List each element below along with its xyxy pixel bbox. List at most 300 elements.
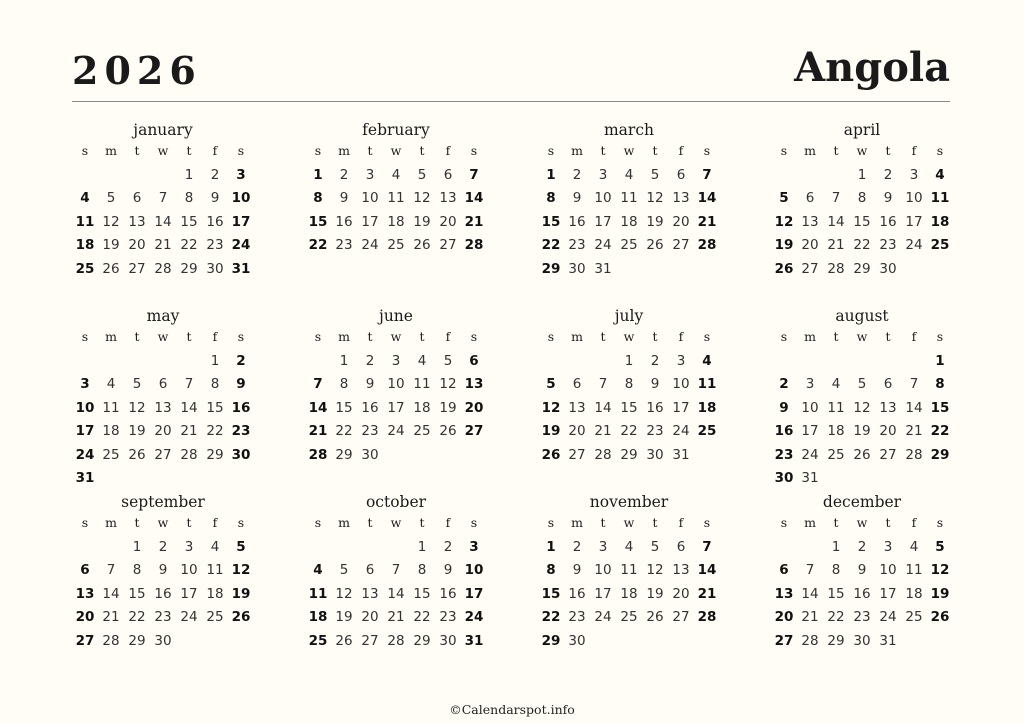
day-cell: 14	[102, 585, 120, 602]
day-cell: 29	[930, 446, 950, 463]
day-cell: 29	[180, 260, 198, 277]
day-cell: 26	[335, 632, 353, 649]
weekday-header: t	[833, 515, 839, 530]
day-cell: 16	[206, 213, 224, 230]
day-cell: 13	[774, 585, 794, 602]
day-cell: 10	[231, 190, 251, 206]
weekday-header: s	[81, 515, 89, 530]
month-days-grid	[72, 512, 254, 653]
day-cell: 28	[827, 260, 845, 277]
day-cell: 23	[879, 237, 897, 253]
day-cell: 5	[339, 562, 349, 578]
weekday-header: s	[936, 515, 944, 530]
month-name: january	[133, 121, 193, 139]
day-cell: 21	[801, 609, 819, 625]
day-cell: 8	[546, 190, 556, 206]
day-cell: 24	[801, 446, 819, 463]
day-cell: 5	[443, 352, 453, 369]
day-cell: 2	[857, 538, 867, 555]
day-cell: 23	[568, 609, 586, 625]
day-cell: 7	[313, 376, 323, 392]
month-name: october	[365, 493, 427, 511]
day-cell: 11	[697, 376, 717, 392]
day-cell: 12	[335, 585, 353, 602]
weekday-header: f	[445, 329, 451, 344]
day-cell: 16	[568, 213, 586, 230]
day-cell: 5	[779, 190, 789, 206]
day-cell: 13	[361, 585, 379, 602]
weekday-header: w	[390, 515, 402, 530]
day-cell: 7	[598, 376, 608, 392]
day-cell: 15	[853, 213, 871, 230]
day-cell: 25	[206, 609, 224, 625]
day-cell: 9	[365, 376, 375, 392]
month-name: may	[146, 307, 180, 325]
day-cell: 29	[206, 446, 224, 463]
weekday-header: t	[367, 515, 373, 530]
day-cell: 14	[387, 585, 405, 602]
day-cell: 21	[827, 237, 845, 253]
day-cell: 20	[464, 399, 484, 416]
day-cell: 27	[361, 632, 379, 649]
day-cell: 8	[313, 190, 323, 206]
day-cell: 20	[361, 609, 379, 625]
day-cell: 17	[672, 399, 690, 416]
day-cell: 15	[335, 399, 353, 416]
weekday-header: s	[547, 329, 555, 344]
day-cell: 19	[102, 237, 120, 253]
day-cell: 26	[774, 260, 794, 277]
weekday-header: f	[212, 515, 218, 530]
day-cell: 22	[128, 609, 146, 625]
weekday-header: s	[470, 329, 478, 344]
day-cell: 24	[594, 237, 612, 253]
weekday-header: t	[367, 143, 373, 158]
weekday-header: m	[338, 515, 350, 530]
day-cell: 18	[413, 399, 431, 416]
day-cell: 22	[827, 609, 845, 625]
day-cell: 5	[417, 166, 427, 183]
weekday-header: w	[390, 143, 402, 158]
day-cell: 18	[930, 213, 950, 230]
weekday-header: w	[623, 143, 635, 158]
empty-cell	[98, 164, 124, 188]
day-cell: 14	[308, 399, 328, 416]
day-cell: 13	[75, 585, 95, 602]
day-cell: 31	[464, 632, 484, 649]
empty-cell	[771, 536, 797, 560]
day-cell: 26	[413, 237, 431, 253]
day-cell: 27	[801, 260, 819, 277]
day-cell: 9	[236, 376, 246, 392]
day-cell: 14	[801, 585, 819, 602]
day-cell: 12	[646, 562, 664, 578]
day-cell: 3	[80, 376, 90, 392]
day-cell: 16	[361, 399, 379, 416]
day-cell: 1	[831, 538, 841, 555]
day-cell: 20	[879, 423, 897, 439]
day-cell: 2	[883, 166, 893, 183]
month-days-grid	[538, 512, 720, 653]
day-cell: 27	[464, 423, 484, 439]
day-cell: 15	[541, 585, 561, 602]
day-cell: 2	[443, 538, 453, 555]
day-cell: 23	[231, 423, 251, 439]
day-cell: 4	[702, 352, 712, 369]
day-cell: 16	[568, 585, 586, 602]
day-cell: 4	[909, 538, 919, 555]
day-cell: 6	[676, 538, 686, 555]
weekday-header: m	[804, 329, 816, 344]
month-name: february	[362, 121, 430, 139]
day-cell: 23	[646, 423, 664, 439]
day-cell: 13	[128, 213, 146, 230]
day-cell: 3	[365, 166, 375, 183]
day-cell: 13	[464, 376, 484, 392]
day-cell: 22	[930, 423, 950, 439]
empty-cell	[98, 536, 124, 560]
day-cell: 11	[102, 399, 120, 416]
day-cell: 2	[572, 166, 582, 183]
day-cell: 29	[827, 632, 845, 649]
day-cell: 30	[206, 260, 224, 277]
day-cell: 28	[102, 632, 120, 649]
weekday-header: s	[237, 143, 245, 158]
day-cell: 8	[546, 562, 556, 578]
weekday-header: w	[856, 143, 868, 158]
day-cell: 19	[774, 237, 794, 253]
weekday-header: t	[134, 143, 140, 158]
weekday-header: m	[105, 515, 117, 530]
day-cell: 5	[650, 538, 660, 555]
day-cell: 3	[469, 538, 479, 555]
day-cell: 1	[857, 166, 867, 183]
day-cell: 20	[801, 237, 819, 253]
day-cell: 4	[624, 166, 634, 183]
weekday-header: m	[105, 143, 117, 158]
day-cell: 19	[646, 585, 664, 602]
day-cell: 13	[568, 399, 586, 416]
day-cell: 15	[541, 213, 561, 230]
day-cell: 30	[646, 446, 664, 463]
month-june	[305, 306, 487, 492]
weekday-header: w	[157, 329, 169, 344]
day-cell: 9	[779, 399, 789, 416]
day-cell: 19	[853, 423, 871, 439]
weekday-header: s	[470, 515, 478, 530]
day-cell: 13	[879, 399, 897, 416]
day-cell: 4	[210, 538, 220, 555]
day-cell: 11	[413, 376, 431, 392]
day-cell: 23	[154, 609, 172, 625]
day-cell: 1	[546, 166, 556, 183]
day-cell: 28	[308, 446, 328, 463]
day-cell: 7	[106, 562, 116, 578]
day-cell: 23	[853, 609, 871, 625]
day-cell: 10	[75, 399, 95, 416]
weekday-header: m	[338, 329, 350, 344]
day-cell: 1	[210, 352, 220, 369]
day-cell: 23	[361, 423, 379, 439]
day-cell: 11	[930, 190, 950, 206]
day-cell: 14	[697, 562, 717, 578]
day-cell: 18	[827, 423, 845, 439]
day-cell: 6	[883, 376, 893, 392]
day-cell: 22	[413, 609, 431, 625]
day-cell: 20	[568, 423, 586, 439]
day-cell: 26	[853, 446, 871, 463]
day-cell: 28	[387, 632, 405, 649]
day-cell: 22	[620, 423, 638, 439]
day-cell: 8	[857, 190, 867, 206]
day-cell: 21	[464, 213, 484, 230]
empty-cell	[305, 350, 331, 374]
weekday-header: f	[212, 143, 218, 158]
empty-cell	[124, 350, 150, 374]
day-cell: 15	[930, 399, 950, 416]
day-cell: 25	[75, 260, 95, 277]
weekday-header: m	[571, 329, 583, 344]
empty-cell	[875, 350, 901, 374]
month-may	[72, 306, 254, 492]
weekday-header: m	[804, 515, 816, 530]
empty-cell	[357, 536, 383, 560]
day-cell: 22	[308, 237, 328, 253]
day-cell: 1	[624, 352, 634, 369]
weekday-header: m	[571, 515, 583, 530]
day-cell: 2	[779, 376, 789, 392]
day-cell: 2	[236, 352, 246, 369]
day-cell: 8	[624, 376, 634, 392]
day-cell: 12	[128, 399, 146, 416]
empty-cell	[331, 536, 357, 560]
day-cell: 26	[102, 260, 120, 277]
day-cell: 23	[774, 446, 794, 463]
day-cell: 27	[672, 609, 690, 625]
day-cell: 6	[676, 166, 686, 183]
day-cell: 12	[646, 190, 664, 206]
day-cell: 7	[831, 190, 841, 206]
empty-cell	[771, 350, 797, 374]
day-cell: 10	[464, 562, 484, 578]
day-cell: 3	[676, 352, 686, 369]
day-cell: 29	[128, 632, 146, 649]
day-cell: 7	[702, 538, 712, 555]
day-cell: 21	[594, 423, 612, 439]
day-cell: 10	[879, 562, 897, 578]
day-cell: 18	[697, 399, 717, 416]
day-cell: 3	[598, 538, 608, 555]
day-cell: 5	[650, 166, 660, 183]
month-september	[72, 492, 254, 678]
day-cell: 17	[879, 585, 897, 602]
day-cell: 31	[594, 260, 612, 277]
day-cell: 31	[801, 470, 819, 486]
day-cell: 27	[879, 446, 897, 463]
weekday-header: f	[212, 329, 218, 344]
day-cell: 19	[439, 399, 457, 416]
day-cell: 3	[883, 538, 893, 555]
day-cell: 18	[905, 585, 923, 602]
weekday-header: t	[419, 515, 425, 530]
month-days-grid	[771, 326, 953, 491]
day-cell: 16	[879, 213, 897, 230]
day-cell: 7	[909, 376, 919, 392]
weekday-header: s	[936, 329, 944, 344]
day-cell: 6	[469, 352, 479, 369]
empty-cell	[901, 350, 927, 374]
day-cell: 10	[594, 562, 612, 578]
day-cell: 6	[572, 376, 582, 392]
day-cell: 31	[879, 632, 897, 649]
day-cell: 14	[594, 399, 612, 416]
country-title: Angola	[794, 44, 950, 91]
day-cell: 11	[206, 562, 224, 578]
weekday-header: w	[157, 515, 169, 530]
weekday-header: s	[703, 515, 711, 530]
day-cell: 19	[128, 423, 146, 439]
empty-cell	[150, 350, 176, 374]
day-cell: 10	[801, 399, 819, 416]
weekday-header: s	[780, 515, 788, 530]
day-cell: 12	[930, 562, 950, 578]
weekday-header: s	[780, 143, 788, 158]
day-cell: 26	[128, 446, 146, 463]
day-cell: 13	[154, 399, 172, 416]
day-cell: 4	[391, 166, 401, 183]
day-cell: 3	[236, 166, 246, 183]
day-cell: 19	[541, 423, 561, 439]
day-cell: 27	[154, 446, 172, 463]
month-days-grid	[538, 326, 720, 467]
empty-cell	[797, 350, 823, 374]
day-cell: 5	[106, 190, 116, 206]
day-cell: 14	[697, 190, 717, 206]
day-cell: 12	[413, 190, 431, 206]
month-december	[771, 492, 953, 678]
month-april	[771, 120, 953, 306]
day-cell: 30	[853, 632, 871, 649]
weekday-header: t	[652, 515, 658, 530]
day-cell: 8	[417, 562, 427, 578]
weekday-header: w	[390, 329, 402, 344]
month-days-grid	[305, 512, 487, 653]
weekday-header: t	[600, 515, 606, 530]
day-cell: 29	[541, 260, 561, 277]
day-cell: 9	[443, 562, 453, 578]
weekday-header: s	[81, 143, 89, 158]
day-cell: 24	[361, 237, 379, 253]
weekday-header: w	[856, 515, 868, 530]
empty-cell	[538, 350, 564, 374]
day-cell: 6	[443, 166, 453, 183]
day-cell: 24	[231, 237, 251, 253]
month-february	[305, 120, 487, 306]
day-cell: 4	[313, 562, 323, 578]
day-cell: 17	[801, 423, 819, 439]
day-cell: 25	[102, 446, 120, 463]
day-cell: 15	[128, 585, 146, 602]
empty-cell	[98, 350, 124, 374]
day-cell: 14	[154, 213, 172, 230]
day-cell: 17	[231, 213, 251, 230]
empty-cell	[176, 350, 202, 374]
day-cell: 4	[80, 190, 90, 206]
day-cell: 21	[697, 213, 717, 230]
day-cell: 21	[697, 585, 717, 602]
day-cell: 22	[180, 237, 198, 253]
day-cell: 1	[935, 352, 945, 369]
weekday-header: t	[367, 329, 373, 344]
weekday-header: t	[186, 515, 192, 530]
month-days-grid	[72, 326, 254, 491]
weekday-header: s	[703, 143, 711, 158]
month-january	[72, 120, 254, 306]
day-cell: 12	[541, 399, 561, 416]
day-cell: 8	[132, 562, 142, 578]
day-cell: 20	[774, 609, 794, 625]
month-name: april	[843, 121, 881, 139]
day-cell: 12	[102, 213, 120, 230]
weekday-header: f	[445, 515, 451, 530]
day-cell: 8	[210, 376, 220, 392]
day-cell: 2	[158, 538, 168, 555]
day-cell: 8	[184, 190, 194, 206]
day-cell: 30	[879, 260, 897, 277]
weekday-header: w	[157, 143, 169, 158]
day-cell: 25	[827, 446, 845, 463]
day-cell: 7	[184, 376, 194, 392]
day-cell: 3	[598, 166, 608, 183]
day-cell: 21	[180, 423, 198, 439]
day-cell: 10	[361, 190, 379, 206]
weekday-header: t	[652, 143, 658, 158]
day-cell: 17	[75, 423, 95, 439]
day-cell: 28	[905, 446, 923, 463]
weekday-header: m	[338, 143, 350, 158]
day-cell: 25	[620, 237, 638, 253]
month-november	[538, 492, 720, 678]
day-cell: 5	[546, 376, 556, 392]
weekday-header: t	[652, 329, 658, 344]
day-cell: 28	[801, 632, 819, 649]
day-cell: 23	[568, 237, 586, 253]
month-name: september	[121, 493, 205, 511]
day-cell: 29	[620, 446, 638, 463]
day-cell: 27	[672, 237, 690, 253]
day-cell: 31	[231, 260, 251, 277]
day-cell: 8	[831, 562, 841, 578]
day-cell: 25	[413, 423, 431, 439]
day-cell: 6	[80, 562, 90, 578]
empty-cell	[150, 164, 176, 188]
day-cell: 1	[313, 166, 323, 183]
day-cell: 24	[594, 609, 612, 625]
day-cell: 29	[541, 632, 561, 649]
footer-credit: ©Calendarspot.info	[449, 702, 575, 717]
day-cell: 30	[568, 632, 586, 649]
month-name: june	[379, 307, 413, 325]
day-cell: 27	[75, 632, 95, 649]
weekday-header: w	[856, 329, 868, 344]
day-cell: 26	[541, 446, 561, 463]
day-cell: 18	[206, 585, 224, 602]
day-cell: 16	[853, 585, 871, 602]
day-cell: 25	[387, 237, 405, 253]
month-days-grid	[72, 140, 254, 281]
weekday-header: f	[445, 143, 451, 158]
day-cell: 28	[180, 446, 198, 463]
